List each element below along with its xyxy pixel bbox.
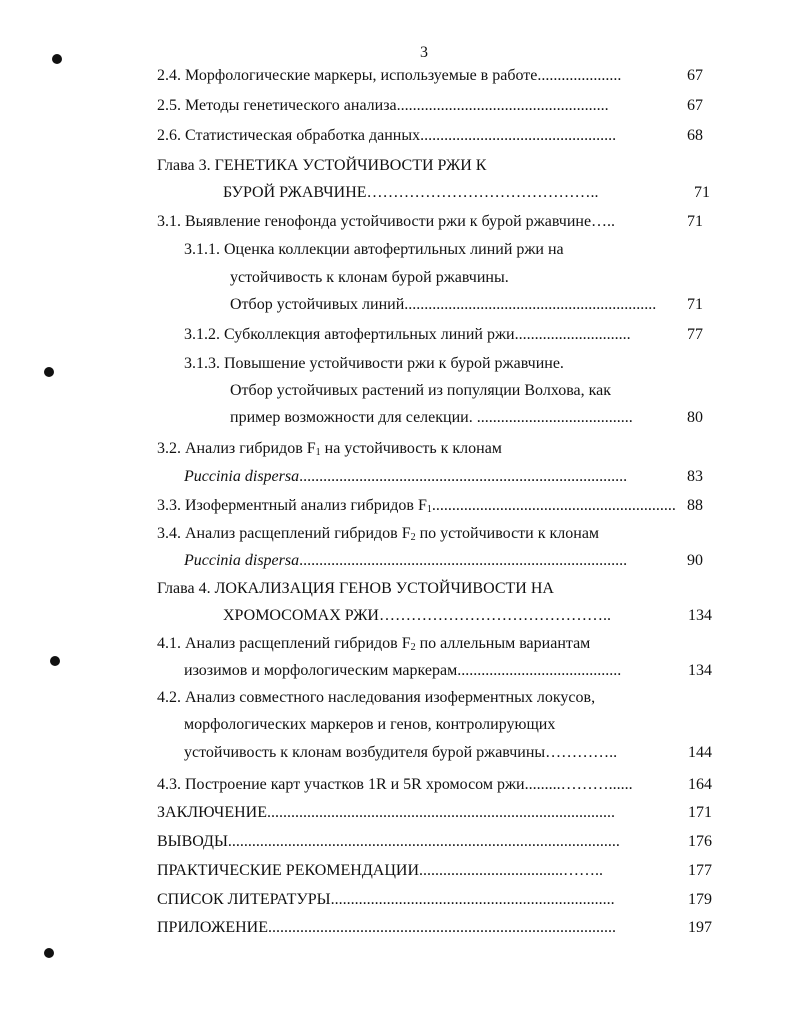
toc-entry-3-4-cont [184,551,627,571]
toc-references-page: 179 [688,891,712,908]
toc-entry-4-2-cont: морфологических маркеров и генов, контролирующих [184,716,556,733]
toc-entry-3-4-page: 90 [687,552,703,569]
toc-entry-4-1-cont: изозимов и морфологическим маркерам......................................... [184,662,622,679]
binding-hole-mark [44,367,54,377]
toc-entry-3-2-dots: .................................................................................. [299,468,628,485]
toc-entry-3-1-3[interactable]: 3.1.3. Повышение устойчивости ржи к бурой ржавчине. [184,355,564,372]
toc-conclusion[interactable]: ЗАКЛЮЧЕНИЕ....................................................................................... [157,804,615,821]
toc-chapter-4-title-cont[interactable]: ХРОМОСОМАХ РЖИ…………………………………….. [223,607,611,624]
species-name: Puccinia dispersa [184,468,300,485]
binding-hole-mark [44,948,54,958]
toc-chapter-4-page: 134 [688,607,712,624]
toc-appendix[interactable]: ПРИЛОЖЕНИЕ....................................................................................... [157,919,617,936]
toc-entry-2-5[interactable]: 2.5. Методы генетического анализа..................................................... [157,97,609,114]
toc-entry-2-6-page: 68 [687,127,703,144]
toc-chapter-3-page: 71 [694,184,710,201]
toc-entry-3-1-2[interactable]: 3.1.2. Субколлекция автофертильных линий ржи............................. [184,326,631,343]
toc-entry-3-1-1[interactable]: 3.1.1. Оценка коллекции автофертильных линий ржи на [184,241,564,258]
toc-entry-3-1-3-cont2: пример возможности для селекции. ....................................... [230,409,633,426]
toc-entry-4-2[interactable]: 4.2. Анализ совместного наследования изоферментных локусов, [157,689,596,706]
toc-entry-2-4-page: 67 [687,67,703,84]
toc-entry-4-3-page: 164 [688,776,712,793]
toc-entry-3-1-2-page: 77 [687,326,703,343]
toc-recommendations[interactable]: ПРАКТИЧЕСКИЕ РЕКОМЕНДАЦИИ....................................…….. [157,862,603,879]
toc-entry-2-4[interactable]: 2.4. Морфологические маркеры, используемые в работе..................... [157,67,622,84]
toc-entry-3-3-subscript: 1 [426,504,432,515]
toc-entry-3-2-text-after: на устойчивость к клонам [320,440,502,457]
toc-entry-4-2-page: 144 [688,744,712,761]
toc-entry-4-1-text: 4.1. Анализ расщеплений гибридов F [157,635,411,652]
binding-hole-mark [50,656,60,666]
toc-entry-3-3[interactable] [157,496,676,520]
page-number: 3 [420,44,428,61]
toc-entry-4-2-cont2: устойчивость к клонам возбудителя бурой ржавчины………….. [184,744,618,761]
toc-conclusions-page: 176 [688,833,712,850]
toc-entry-3-1-1-cont2: Отбор устойчивых линий............................................................... [230,296,657,313]
toc-entry-3-2[interactable] [157,439,502,463]
toc-entry-3-3-page: 88 [687,497,703,514]
toc-entry-2-6[interactable]: 2.6. Статистическая обработка данных................................................. [157,127,617,144]
toc-entry-3-1-page: 71 [687,213,703,230]
toc-conclusion-page: 171 [688,804,712,821]
toc-appendix-page: 197 [688,919,712,936]
toc-entry-3-4[interactable] [157,524,599,548]
toc-entry-3-2-text: 3.2. Анализ гибридов F [157,440,316,457]
toc-entry-3-2-cont [184,467,627,487]
toc-recommendations-page: 177 [688,862,712,879]
binding-hole-mark [52,54,62,64]
toc-entry-4-1[interactable] [157,634,590,658]
toc-entry-3-2-subscript: 1 [315,447,321,458]
toc-entry-3-3-text: 3.3. Изоферментный анализ гибридов F [157,497,427,514]
species-name: Puccinia dispersa [184,552,300,569]
toc-entry-4-1-subscript: 2 [410,642,416,653]
toc-references[interactable]: СПИСОК ЛИТЕРАТУРЫ....................................................................... [157,891,615,908]
toc-entry-3-1-3-cont: Отбор устойчивых растений из популяции Волхова, как [230,382,612,399]
toc-entry-3-3-dots: ............................................................. [431,497,676,514]
toc-entry-3-4-subscript: 2 [410,532,416,543]
toc-entry-3-1-1-cont: устойчивость к клонам бурой ржавчины. [230,269,509,286]
toc-entry-3-4-text: 3.4. Анализ расщеплений гибридов F [157,525,411,542]
toc-entry-3-2-page: 83 [687,468,703,485]
toc-chapter-3-title[interactable]: Глава 3. ГЕНЕТИКА УСТОЙЧИВОСТИ РЖИ К [157,157,487,174]
toc-conclusions[interactable]: ВЫВОДЫ.................................................................................................. [157,833,620,850]
toc-entry-3-1-1-page: 71 [687,296,703,313]
toc-chapter-3-title-cont[interactable]: БУРОЙ РЖАВЧИНЕ…………………………………….. [223,184,599,201]
toc-entry-3-1-3-page: 80 [687,409,703,426]
toc-entry-3-4-text-after: по устойчивости к клонам [415,525,600,542]
toc-entry-2-5-page: 67 [687,97,703,114]
toc-entry-4-1-text-after: по аллельным вариантам [415,635,591,652]
toc-entry-3-4-dots: .................................................................................. [299,552,628,569]
toc-entry-3-1[interactable]: 3.1. Выявление генофонда устойчивости ржи к бурой ржавчине….. [157,213,616,230]
toc-chapter-4-title[interactable]: Глава 4. ЛОКАЛИЗАЦИЯ ГЕНОВ УСТОЙЧИВОСТИ НА [157,580,554,597]
toc-entry-4-1-page: 134 [688,662,712,679]
toc-entry-4-3[interactable]: 4.3. Построение карт участков 1R и 5R хромосом ржи.........………...... [157,776,633,793]
